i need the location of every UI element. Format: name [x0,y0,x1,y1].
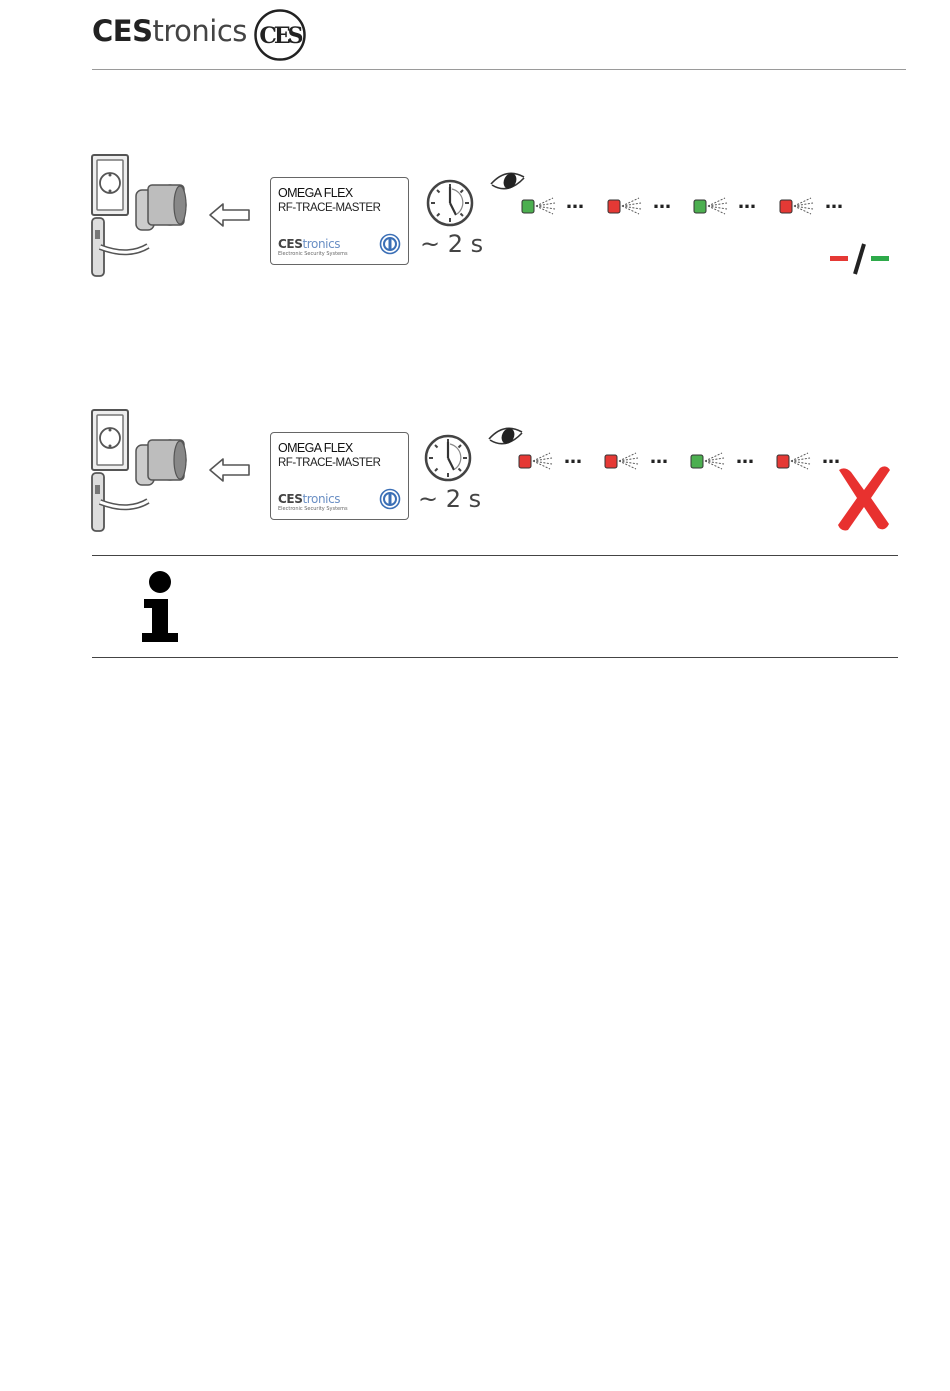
card-brand-light: tronics [302,492,341,506]
card-brand [278,237,340,251]
card-subtitle: RF-TRACE-MASTER [278,202,381,214]
info-icon [138,570,184,644]
led-green-2 [693,195,729,217]
duration-label: ~ 2 s [418,485,482,513]
rf-trace-master-card [270,177,409,265]
dots-4: … [825,192,845,213]
card-tagline: Electronic Security Systems [278,251,348,257]
card-seal-icon [379,488,401,510]
card-seal-icon [379,233,401,255]
door-lock-icon [88,152,193,277]
dots-2: … [650,447,670,468]
card-brand-light: tronics [302,237,341,251]
ces-seal-icon [253,8,307,62]
dots-1: … [564,447,584,468]
red-green-result-icon [828,242,892,276]
card-subtitle: RF-TRACE-MASTER [278,457,381,469]
red-cross-icon [833,462,895,534]
svg-text:CES: CES [259,23,301,49]
rf-trace-master-card [270,432,409,520]
info-rule-bottom [92,657,898,658]
led-green-1 [521,195,557,217]
led-red-2 [604,450,640,472]
page-header [92,6,906,70]
card-brand-bold: CES [278,492,303,506]
info-rule-top [92,555,898,556]
step-1-illustration [88,152,900,282]
led-red-1 [607,195,643,217]
arrow-left-icon [208,457,252,483]
dots-2: … [653,192,673,213]
step-2-illustration [88,407,900,537]
dots-4: … [822,447,842,468]
card-brand-bold: CES [278,237,303,251]
duration-label: ~ 2 s [420,230,484,258]
led-green-1 [690,450,726,472]
clock-icon [424,177,476,229]
led-red-2 [779,195,815,217]
card-brand [278,492,340,506]
card-title: OMEGA FLEX [278,186,353,200]
clock-icon [422,432,474,484]
brand-logo [92,14,247,48]
eye-icon [486,424,526,450]
led-red-1 [518,450,554,472]
header-divider [92,69,906,70]
card-title: OMEGA FLEX [278,441,353,455]
door-lock-icon [88,407,193,532]
brand-bold: CES [92,14,153,48]
dots-3: … [736,447,756,468]
arrow-left-icon [208,202,252,228]
led-red-3 [776,450,812,472]
eye-icon [488,169,528,195]
dots-3: … [738,192,758,213]
brand-light: tronics [152,14,247,48]
dots-1: … [566,192,586,213]
card-tagline: Electronic Security Systems [278,506,348,512]
